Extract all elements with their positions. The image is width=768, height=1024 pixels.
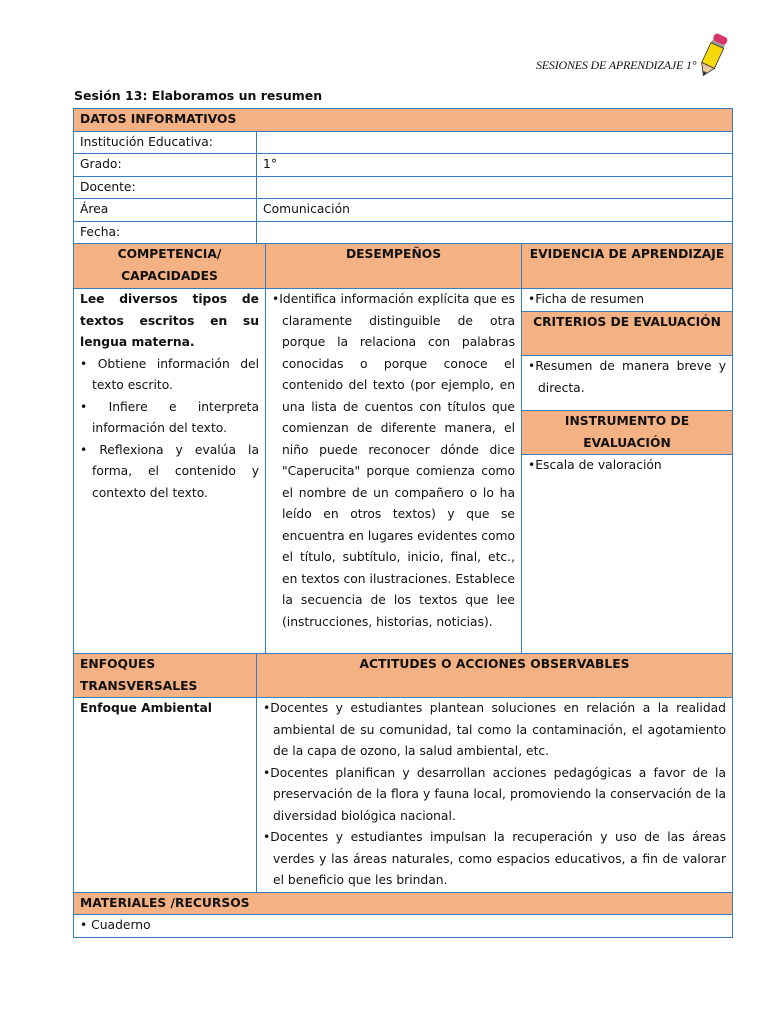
desempeno-text: Identifica información explícita que es claramente distinguible de otra porque la relaciona con palabras conocidas o porque conoce el contenido del texto (por ejemplo, en una lista de cuentos con títulos que comienzan de diferente manera, el niño puede reconocer dónde dice "Caperucita" porque comienza como el nombre de un compañero o lo ha leído en otros textos) y que se encuentra en lugares evidentes como el título, subtítulo, inicio, final, etc., en textos con ilustraciones. Establece la secuencia de los textos que lee (instrucciones, historias, noticias). [279,292,515,629]
material-item: • Cuaderno [74,915,733,938]
datos-value: 1° [257,154,733,177]
datos-label: Área [74,199,257,222]
competencia-heading: COMPETENCIA/ CAPACIDADES [74,244,266,289]
evaluacion-cell: •Ficha de resumen CRITERIOS DE EVALUACIÓN •Resumen de manera breve y directa. INSTRUMENTO DE EVALUACIÓN •Escala de valoración [522,289,733,654]
enfoque-name: Enfoque Ambiental [74,698,257,893]
criterios-text: Resumen de manera breve y directa. [535,359,726,395]
competencia-title: Lee diversos tipos de textos escritos en su lengua materna. [80,292,259,349]
datos-heading: DATOS INFORMATIVOS [74,109,733,132]
running-header: SESIONES DE APRENDIZAJE 1° [536,58,697,72]
datos-value [257,176,733,199]
actitudes-heading: ACTITUDES O ACCIONES OBSERVABLES [257,654,733,698]
capacidad-item: • Obtiene información del texto escrito. [80,356,259,392]
actitudes-cell [257,698,733,893]
capacidad-item: • Infiere e interpreta información del texto. [80,399,259,435]
evidencia-text: Ficha de resumen [535,292,645,306]
capacidad-item: • Reflexiona y evalúa la forma, el contenido y contexto del texto. [80,442,260,500]
actitud-item: •Docentes y estudiantes impulsan la recuperación y uso de las áreas verdes y las áreas naturales, como espacios educativos, a fin de valorar el beneficio que les brindan. [263,830,726,887]
datos-value [257,221,733,244]
datos-label: Docente: [74,176,257,199]
instrumento-text: Escala de valoración [535,458,662,472]
datos-value: Comunicación [257,199,733,222]
materiales-heading: MATERIALES /RECURSOS [74,892,733,915]
session-table [73,108,733,938]
enfoques-heading: ENFOQUES TRANSVERSALES [74,654,257,698]
instrumento-heading: INSTRUMENTO DE EVALUACIÓN [522,410,732,454]
evidencia-heading: EVIDENCIA DE APRENDIZAJE [522,244,733,289]
actitud-item: •Docentes y estudiantes plantean soluciones en relación a la realidad ambiental de su comunidad, tal como la contaminación, el agotamiento de la capa de ozono, la salud ambiental, etc. [263,701,726,758]
actitud-item: •Docentes planifican y desarrollan acciones pedagógicas a favor de la preservación de la flora y fauna local, promoviendo la conservación de la diversidad biológica nacional. [263,765,726,823]
datos-label: Grado: [74,154,257,177]
desempenos-cell: •Identifica información explícita que es claramente distinguible de otra porque la relaciona con palabras conocidas o porque conoce el contenido del texto (por ejemplo, en una lista de cuentos con títulos que comienzan de diferente manera, el niño puede reconocer dónde dice "Caperucita" porque comienza como el nombre de un compañero o lo ha leído en otros textos) y que se encuentra en lugares evidentes como el título, subtítulo, inicio, final, etc., en textos con ilustraciones. Establece la secuencia de los textos que lee (instrucciones, historias, noticias). [266,289,522,654]
criterios-heading: CRITERIOS DE EVALUACIÓN [522,311,732,355]
datos-label: Institución Educativa: [74,131,257,154]
desempenos-heading: DESEMPEÑOS [266,244,522,289]
datos-label: Fecha: [74,221,257,244]
competencia-cell [74,289,266,654]
datos-value [257,131,733,154]
session-title: Sesión 13: Elaboramos un resumen [74,88,323,103]
pencil-icon [694,30,734,80]
